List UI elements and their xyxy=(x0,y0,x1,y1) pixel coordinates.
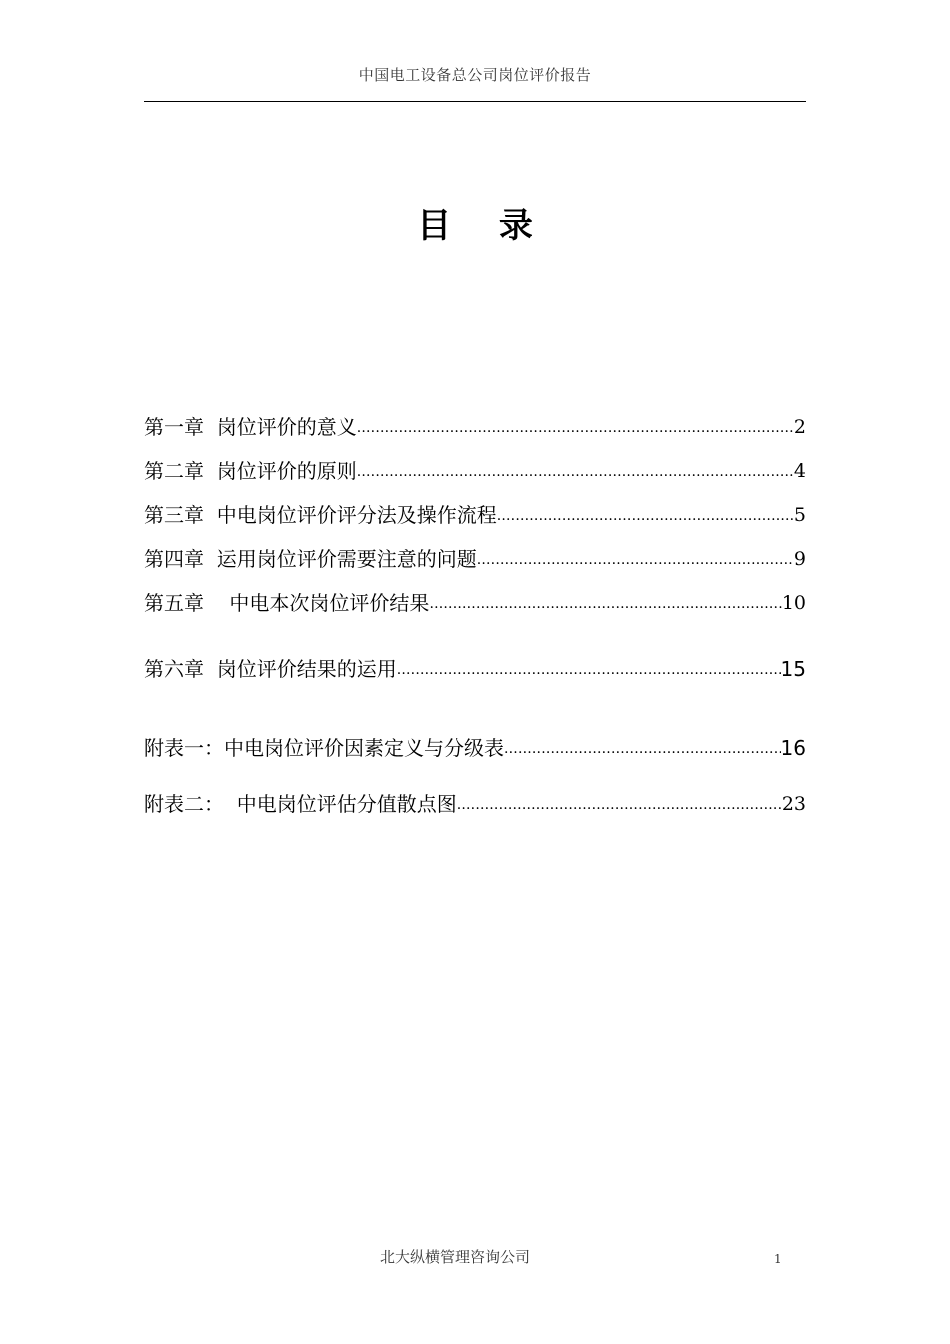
toc-dot-leader xyxy=(504,738,781,760)
toc-entry-label: 附表一：中电岗位评价因素定义与分级表 xyxy=(144,736,504,760)
toc-dot-leader xyxy=(397,659,781,681)
toc-entry-appendix-1[interactable] xyxy=(144,731,806,761)
toc-title: 目 录 xyxy=(417,206,551,246)
toc-dot-leader xyxy=(457,794,782,816)
toc-entry-label: 第五章 中电本次岗位评价结果 xyxy=(144,591,430,615)
toc-entry-page: 16 xyxy=(780,736,806,760)
toc-entry-page: 9 xyxy=(793,548,806,570)
toc-entry-page: 10 xyxy=(781,592,806,614)
toc-entry-chapter-4[interactable] xyxy=(144,542,806,572)
toc-entry-page: 2 xyxy=(793,416,806,438)
toc-entry-chapter-2[interactable] xyxy=(144,454,806,484)
toc-entry-label: 第二章 岗位评价的原则 xyxy=(144,459,357,483)
toc-entry-chapter-1[interactable] xyxy=(144,410,806,440)
header-divider xyxy=(144,101,806,102)
toc-dot-leader xyxy=(497,505,794,527)
toc-entry-page: 23 xyxy=(781,793,806,815)
toc-entry-label: 第四章 运用岗位评价需要注意的问题 xyxy=(144,547,477,571)
toc-entry-label: 第六章 岗位评价结果的运用 xyxy=(144,657,397,681)
toc-dot-leader xyxy=(357,417,794,439)
toc-entry-chapter-5[interactable] xyxy=(144,586,806,616)
page-number: 1 xyxy=(774,1252,782,1266)
page-footer: 北大纵横管理咨询公司 xyxy=(379,1248,530,1266)
toc-entry-chapter-6[interactable] xyxy=(144,652,806,682)
page-header: 中国电工设备总公司岗位评价报告 xyxy=(358,66,592,84)
toc-entry-page: 5 xyxy=(793,504,806,526)
toc-dot-leader xyxy=(357,461,794,483)
toc-entry-page: 15 xyxy=(780,657,806,681)
toc-entry-label: 第一章 岗位评价的意义 xyxy=(144,415,357,439)
toc-entry-label: 第三章 中电岗位评价评分法及操作流程 xyxy=(144,503,497,527)
toc-entry-appendix-2[interactable] xyxy=(144,787,806,817)
toc-entry-page: 4 xyxy=(793,460,806,482)
toc-dot-leader xyxy=(429,593,781,615)
toc-entry-chapter-3[interactable] xyxy=(144,498,806,528)
toc-dot-leader xyxy=(477,549,794,571)
toc-entry-label: 附表二： 中电岗位评估分值散点图 xyxy=(144,792,457,816)
